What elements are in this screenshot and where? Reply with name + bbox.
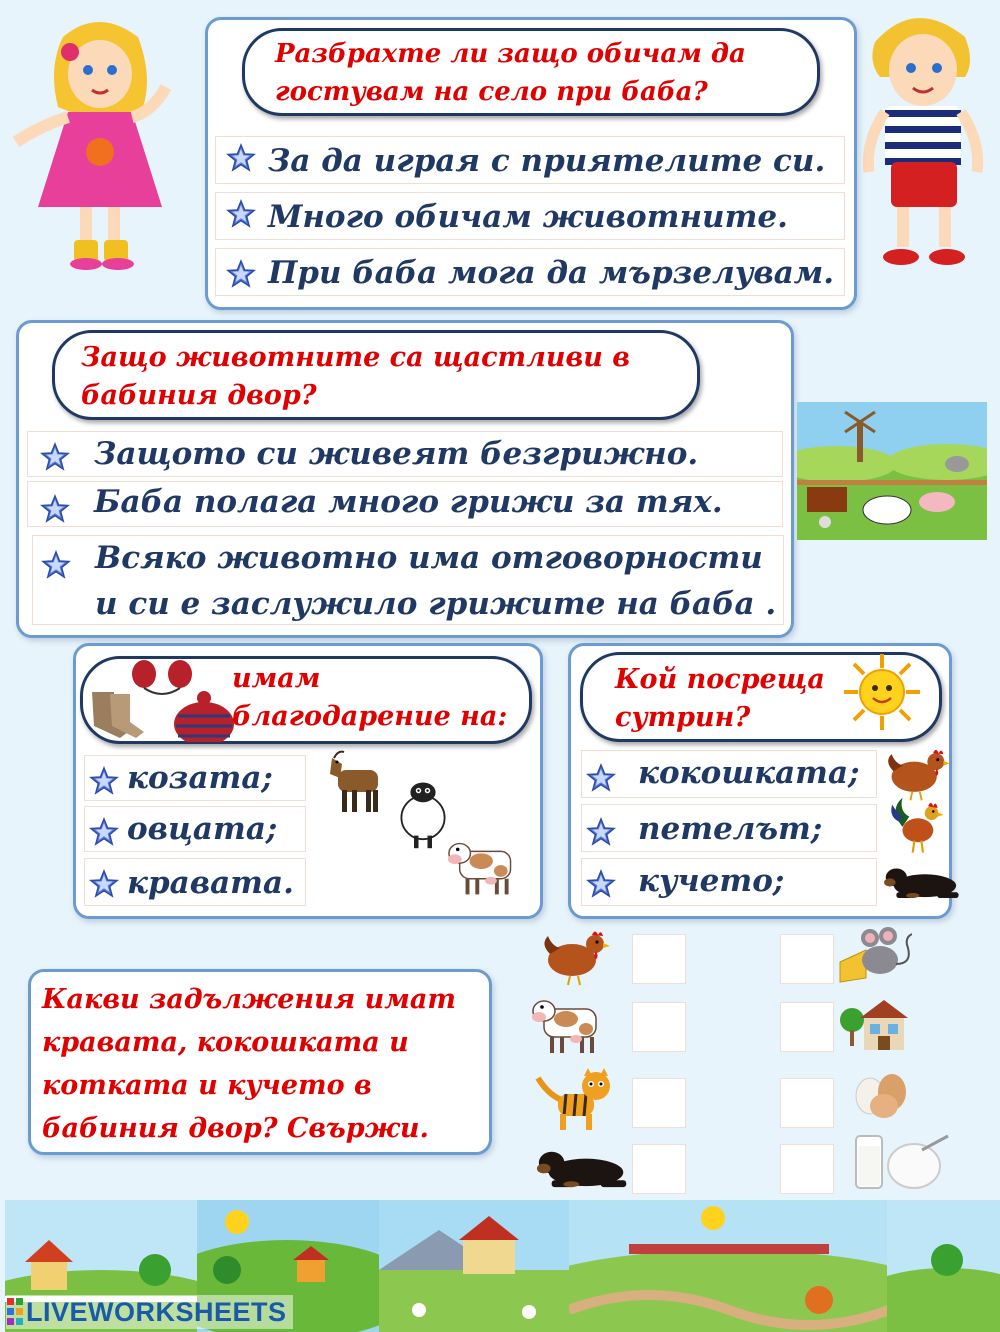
answer-text: За да играя с приятелите си. [268, 143, 826, 179]
answer-text: петелът; [638, 811, 823, 847]
star-icon [89, 817, 119, 847]
match-left-dog-icon [532, 1140, 640, 1196]
goat-icon [322, 748, 392, 818]
answer-option[interactable] [215, 192, 845, 240]
match-box-left-2[interactable] [632, 1002, 686, 1052]
match-box-left-4[interactable] [632, 1144, 686, 1194]
answer-option[interactable] [581, 750, 877, 798]
question-title-5: Какви задължения имат кравата, кокошката и котката и кучето в бабиния двор? Свържи. [42, 984, 456, 1144]
answer-text-line-1: Всяко животно има отговорности [95, 540, 763, 576]
star-icon [89, 766, 119, 796]
match-box-right-2[interactable] [780, 1002, 834, 1052]
answer-text: овцата; [127, 811, 278, 847]
answer-option[interactable] [84, 806, 306, 852]
match-left-hen-icon [540, 926, 610, 986]
winter-clothes-icon [82, 654, 234, 742]
star-icon [586, 763, 616, 793]
house-icon [838, 992, 910, 1054]
question-title-2: Защо животните са щастливи в бабиния двор? [52, 330, 700, 420]
dog-icon [880, 858, 970, 906]
match-left-cat-icon [534, 1068, 616, 1134]
hen-icon [884, 744, 950, 802]
match-box-right-1[interactable] [780, 934, 834, 984]
match-box-right-4[interactable] [780, 1144, 834, 1194]
answer-text: кравата. [127, 865, 294, 901]
star-icon [89, 869, 119, 899]
question-title-4: Кой посреща сутрин? [580, 652, 942, 742]
footer-village-image-3 [379, 1200, 569, 1332]
footer-village-image-5 [887, 1200, 1000, 1332]
answer-option[interactable] [215, 136, 845, 184]
answer-option[interactable] [84, 755, 306, 801]
star-icon [40, 494, 70, 524]
answer-text: кучето; [638, 863, 785, 899]
answer-text: Защото си живеят безгрижно. [94, 436, 699, 472]
match-left-cow-icon [530, 990, 620, 1062]
answer-text-line-2: и си е заслужило грижите на баба . [95, 586, 777, 622]
star-icon [226, 143, 256, 173]
answer-option[interactable] [581, 858, 877, 906]
match-box-right-3[interactable] [780, 1078, 834, 1128]
answer-option[interactable] [84, 858, 306, 906]
question-title-3: имам благодарение на: [232, 663, 508, 732]
girl-character-image [8, 12, 193, 272]
farm-yard-image [797, 402, 987, 540]
match-box-left-1[interactable] [632, 934, 686, 984]
answer-text: Много обичам животните. [268, 199, 788, 235]
sheep-icon [396, 778, 450, 850]
answer-text: При баба мога да мързелувам. [268, 255, 835, 291]
footer-village-image-4 [569, 1200, 887, 1332]
answer-text: кокошката; [638, 755, 860, 791]
answer-option[interactable] [27, 431, 783, 477]
question-title-1: Разбрахте ли защо обичам да гостувам на село при баба? [242, 28, 820, 116]
star-icon [226, 259, 256, 289]
liveworksheets-logo-icon [6, 1297, 24, 1327]
star-icon [586, 869, 616, 899]
milk-icon [852, 1128, 952, 1192]
match-box-left-3[interactable] [632, 1078, 686, 1128]
liveworksheets-logo-text: LIVEWORKSHEETS [26, 1296, 287, 1327]
star-icon [41, 550, 71, 580]
star-icon [226, 199, 256, 229]
answer-option[interactable] [581, 804, 877, 852]
cow-icon [446, 832, 534, 904]
answer-option[interactable] [215, 248, 845, 296]
answer-text: Баба полага много грижи за тях. [94, 484, 723, 520]
star-icon [40, 442, 70, 472]
liveworksheets-logo[interactable] [6, 1295, 293, 1329]
boy-character-image [855, 2, 995, 272]
star-icon [586, 817, 616, 847]
sun-icon [842, 652, 922, 732]
answer-text: козата; [127, 760, 273, 796]
answer-option[interactable] [27, 481, 783, 527]
eggs-icon [848, 1068, 920, 1118]
rooster-icon [884, 796, 950, 856]
mouse-with-cheese-icon [836, 922, 912, 988]
answer-option[interactable] [32, 535, 784, 625]
